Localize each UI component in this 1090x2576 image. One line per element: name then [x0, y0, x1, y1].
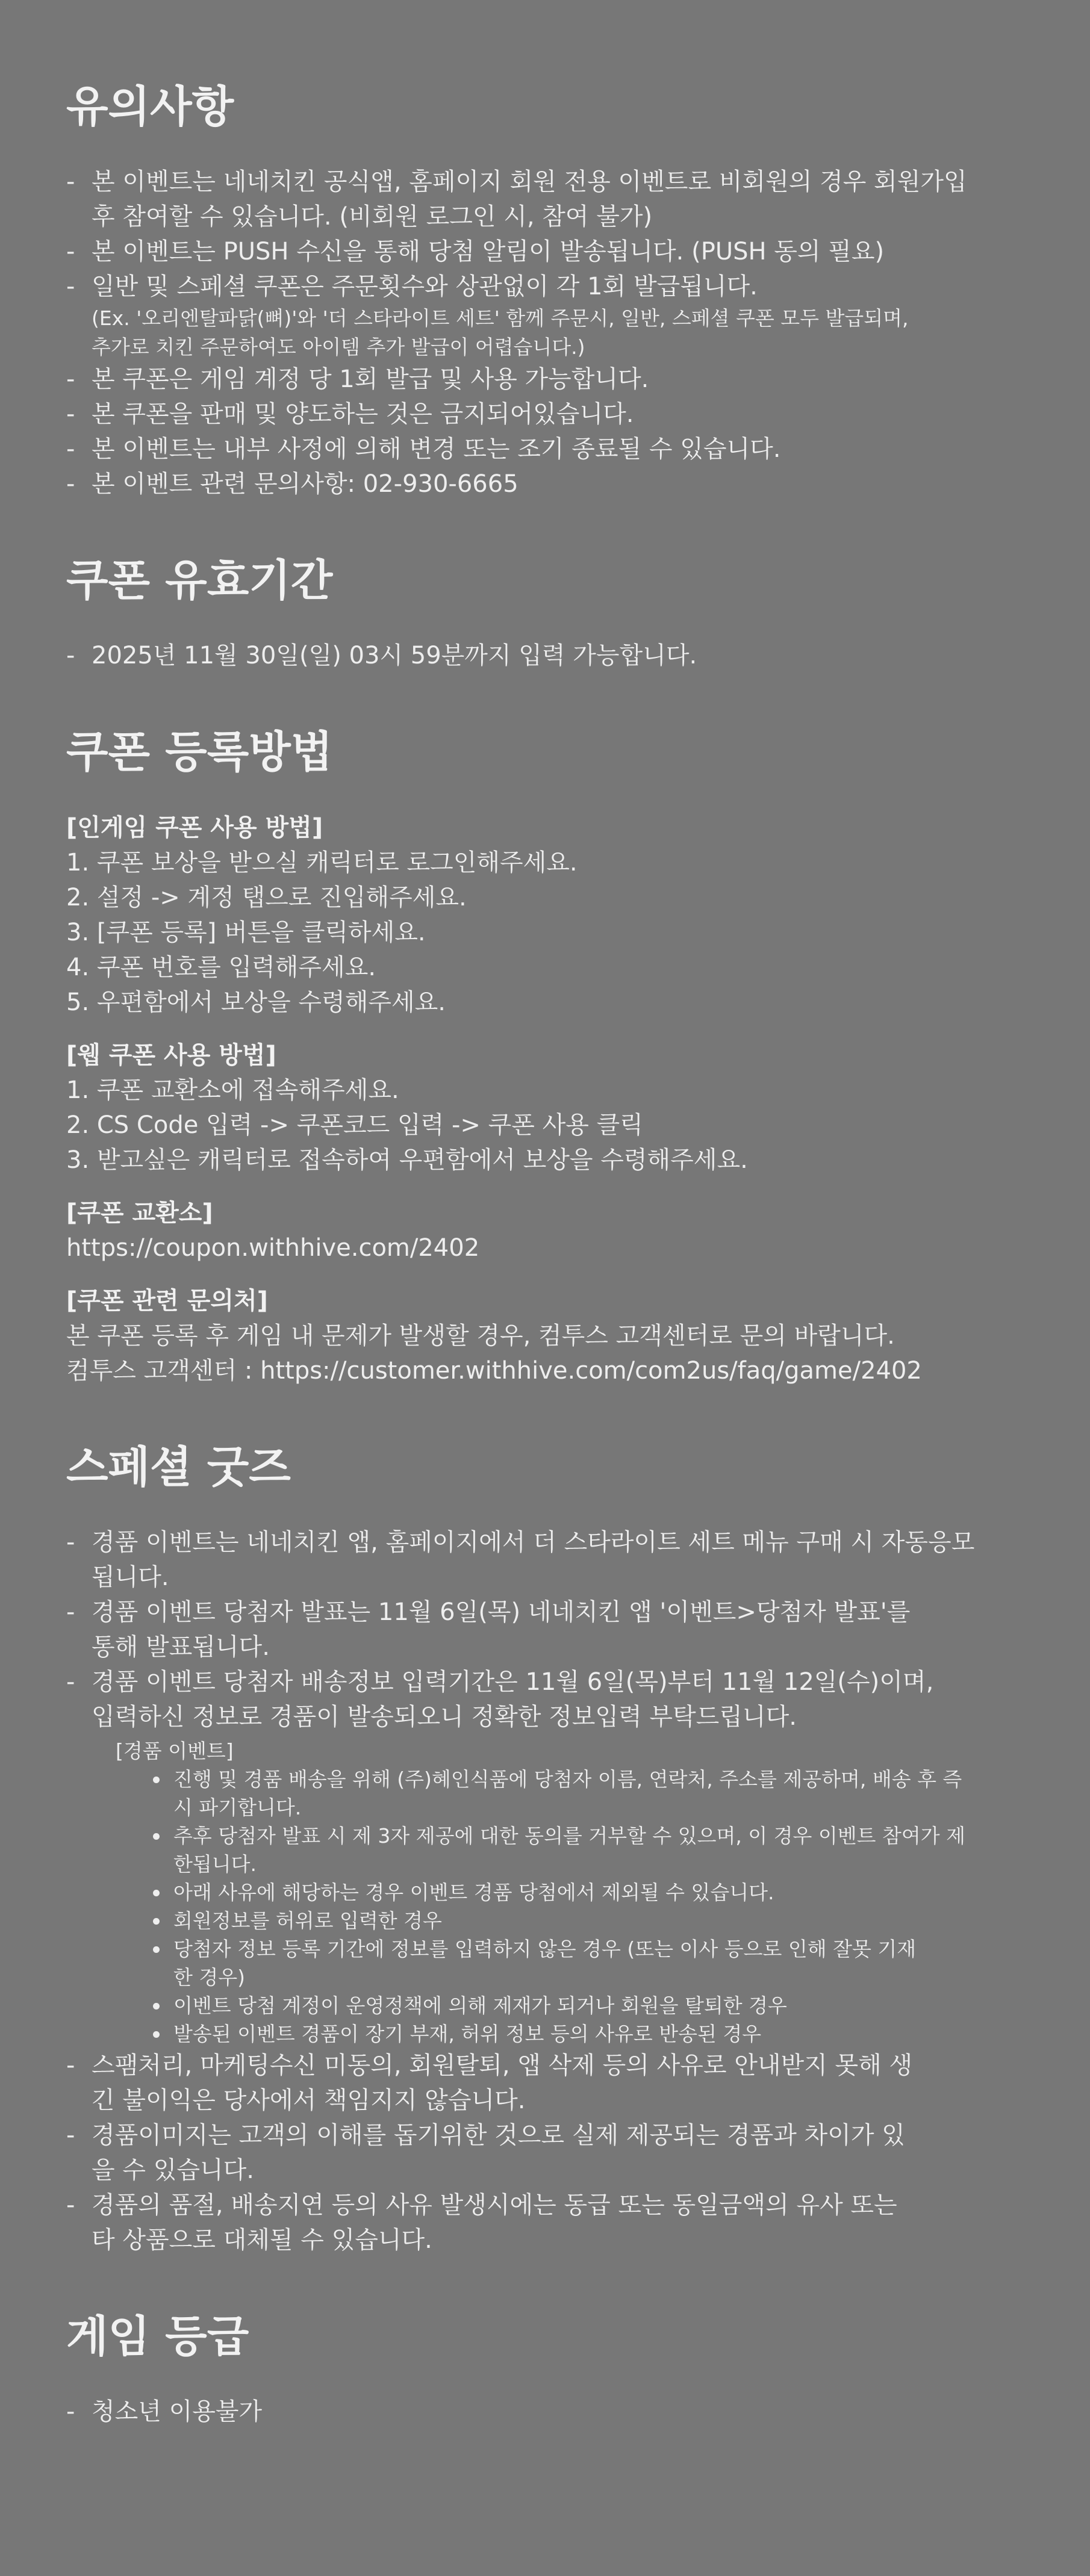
notice-item: - 본 이벤트 관련 문의사항: 02-930-6665: [66, 467, 1024, 501]
exchange-url-link[interactable]: https://coupon.withhive.com/2402: [66, 1234, 480, 1262]
goods-sub-bullet: 이벤트 당첨 계정이 운영정책에 의해 제재가 되거나 회원을 탈퇴한 경우: [153, 1991, 1024, 2020]
goods-bullet-list: [116, 1765, 1024, 1907]
register-section: [66, 728, 1024, 1388]
goods-event-subtitle: [경품 이벤트]: [116, 1739, 234, 1763]
goods-item: - 경품 이벤트 당첨자 발표는 11월 6일(목) 네네치킨 앱 '이벤트>당첨자 발표'를 통해 발표됩니다.: [66, 1595, 1024, 1665]
ingame-step: 5. 우편함에서 보상을 수령해주세요.: [66, 988, 446, 1016]
notice-item: - 본 이벤트는 PUSH 수신을 통해 당첨 알림이 발송됩니다. (PUSH 동의 필요): [66, 234, 1024, 269]
goods-bullet: 추후 당첨자 발표 시 제 3자 제공에 대한 동의를 거부할 수 있으며, 이 경우 이벤트 참여가 제 한됩니다.: [153, 1822, 1024, 1878]
goods-section: [66, 1441, 1024, 2258]
rating-title: 게임 등급: [66, 2311, 249, 2362]
inquiry-title: [쿠폰 관련 문의처]: [66, 1286, 268, 1315]
goods-title: 스페셜 굿즈: [66, 1441, 291, 1492]
inquiry-block: [66, 1283, 1024, 1388]
notice-title: 유의사항: [66, 81, 234, 132]
goods-item: - 스팸처리, 마케팅수신 미동의, 회원탈퇴, 앱 삭제 등의 사유로 안내받지 못해 생 긴 불이익은 당사에서 책임지지 않습니다.: [66, 2048, 1024, 2118]
notice-item: - 일반 및 스페셜 쿠폰은 주문횟수와 상관없이 각 1회 발급됩니다.: [66, 269, 1024, 304]
goods-sub-bullet: 당첨자 정보 등록 기간에 정보를 입력하지 않은 경우 (또는 이사 등으로 인해 잘못 기재 한 경우): [153, 1935, 1024, 1991]
goods-item: - 경품 이벤트 당첨자 배송정보 입력기간은 11월 6일(목)부터 11월 12일(수)이며, 입력하신 정보로 경품이 발송되오니 정확한 정보입력 부탁드립니다.: [66, 1665, 1024, 1734]
goods-item: - 경품이미지는 고객의 이해를 돕기위한 것으로 실제 제공되는 경품과 차이가 있 을 수 있습니다.: [66, 2118, 1024, 2188]
web-step: 3. 받고싶은 캐릭터로 접속하여 우편함에서 보상을 수령해주세요.: [66, 1146, 748, 1174]
ingame-step: 4. 쿠폰 번호를 입력해주세요.: [66, 953, 376, 981]
notice-item: - 본 이벤트는 네네치킨 공식앱, 홈페이지 회원 전용 이벤트로 비회원의 경우 회원가입 후 참여할 수 있습니다. (비회원 로그인 시, 참여 불가): [66, 164, 1024, 234]
exchange-title: [쿠폰 교환소]: [66, 1199, 213, 1227]
rating-item: - 청소년 이용불가: [66, 2394, 1024, 2429]
goods-bullet: 아래 사유에 해당하는 경우 이벤트 경품 당첨에서 제외될 수 있습니다.: [153, 1878, 1024, 1907]
notice-note: (Ex. '오리엔탈파닭(뼈)'와 '더 스타라이트 세트' 함께 주문시, 일반, 스페셜 쿠폰 모두 발급되며, 추가로 치킨 주문하여도 아이템 추가 발급이 어렵습니다.): [92, 306, 909, 359]
rating-section: [66, 2313, 1024, 2429]
goods-event-detail: [116, 1737, 1024, 2048]
notice-item: - 본 이벤트는 내부 사정에 의해 변경 또는 조기 종료될 수 있습니다.: [66, 432, 1024, 467]
ingame-step: 3. [쿠폰 등록] 버튼을 클릭하세요.: [66, 918, 426, 946]
goods-item: - 경품 이벤트는 네네치킨 앱, 홈페이지에서 더 스타라이트 세트 메뉴 구매 시 자동응모 됩니다.: [66, 1525, 1024, 1595]
web-title: [웹 쿠폰 사용 방법]: [66, 1041, 276, 1069]
validity-section: [66, 557, 1024, 673]
validity-title: 쿠폰 유효기간: [66, 555, 333, 606]
notice-item: - 본 쿠폰은 게임 계정 당 1회 발급 및 사용 가능합니다.: [66, 362, 1024, 397]
web-step: 2. CS Code 입력 -> 쿠폰코드 입력 -> 쿠폰 사용 클릭: [66, 1111, 643, 1139]
goods-bullet: 진행 및 경품 배송을 위해 (주)혜인식품에 당첨자 이름, 연락처, 주소를 제공하며, 배송 후 즉 시 파기합니다.: [153, 1765, 1024, 1822]
goods-item: - 경품의 품절, 배송지연 등의 사유 발생시에는 동급 또는 동일금액의 유사 또는 타 상품으로 대체될 수 있습니다.: [66, 2188, 1024, 2258]
inquiry-url-link[interactable]: 컴투스 고객센터 : https://customer.withhive.com/com2us/faq/game/2402: [66, 1356, 922, 1385]
notice-section: [66, 83, 1024, 501]
web-step: 1. 쿠폰 교환소에 접속해주세요.: [66, 1076, 399, 1104]
ingame-step: 1. 쿠폰 보상을 받으실 캐릭터로 로그인해주세요.: [66, 848, 578, 877]
goods-sub-bullet-list: [116, 1907, 1024, 2048]
notice-item: - 본 쿠폰을 판매 및 양도하는 것은 금지되어있습니다.: [66, 397, 1024, 432]
ingame-title: [인게임 쿠폰 사용 방법]: [66, 813, 323, 842]
validity-item: - 2025년 11월 30일(일) 03시 59분까지 입력 가능합니다.: [66, 638, 1024, 673]
web-block: [66, 1038, 1024, 1178]
ingame-step: 2. 설정 -> 계정 탭으로 진입해주세요.: [66, 883, 467, 911]
exchange-block: [66, 1196, 1024, 1265]
inquiry-line: 본 쿠폰 등록 후 게임 내 문제가 발생할 경우, 컴투스 고객센터로 문의 바랍니다.: [66, 1321, 895, 1350]
goods-sub-bullet: 회원정보를 허위로 입력한 경우: [153, 1907, 1024, 1935]
ingame-block: [66, 810, 1024, 1020]
goods-sub-bullet: 발송된 이벤트 경품이 장기 부재, 허위 정보 등의 사유로 반송된 경우: [153, 2020, 1024, 2048]
register-title: 쿠폰 등록방법: [66, 727, 333, 778]
